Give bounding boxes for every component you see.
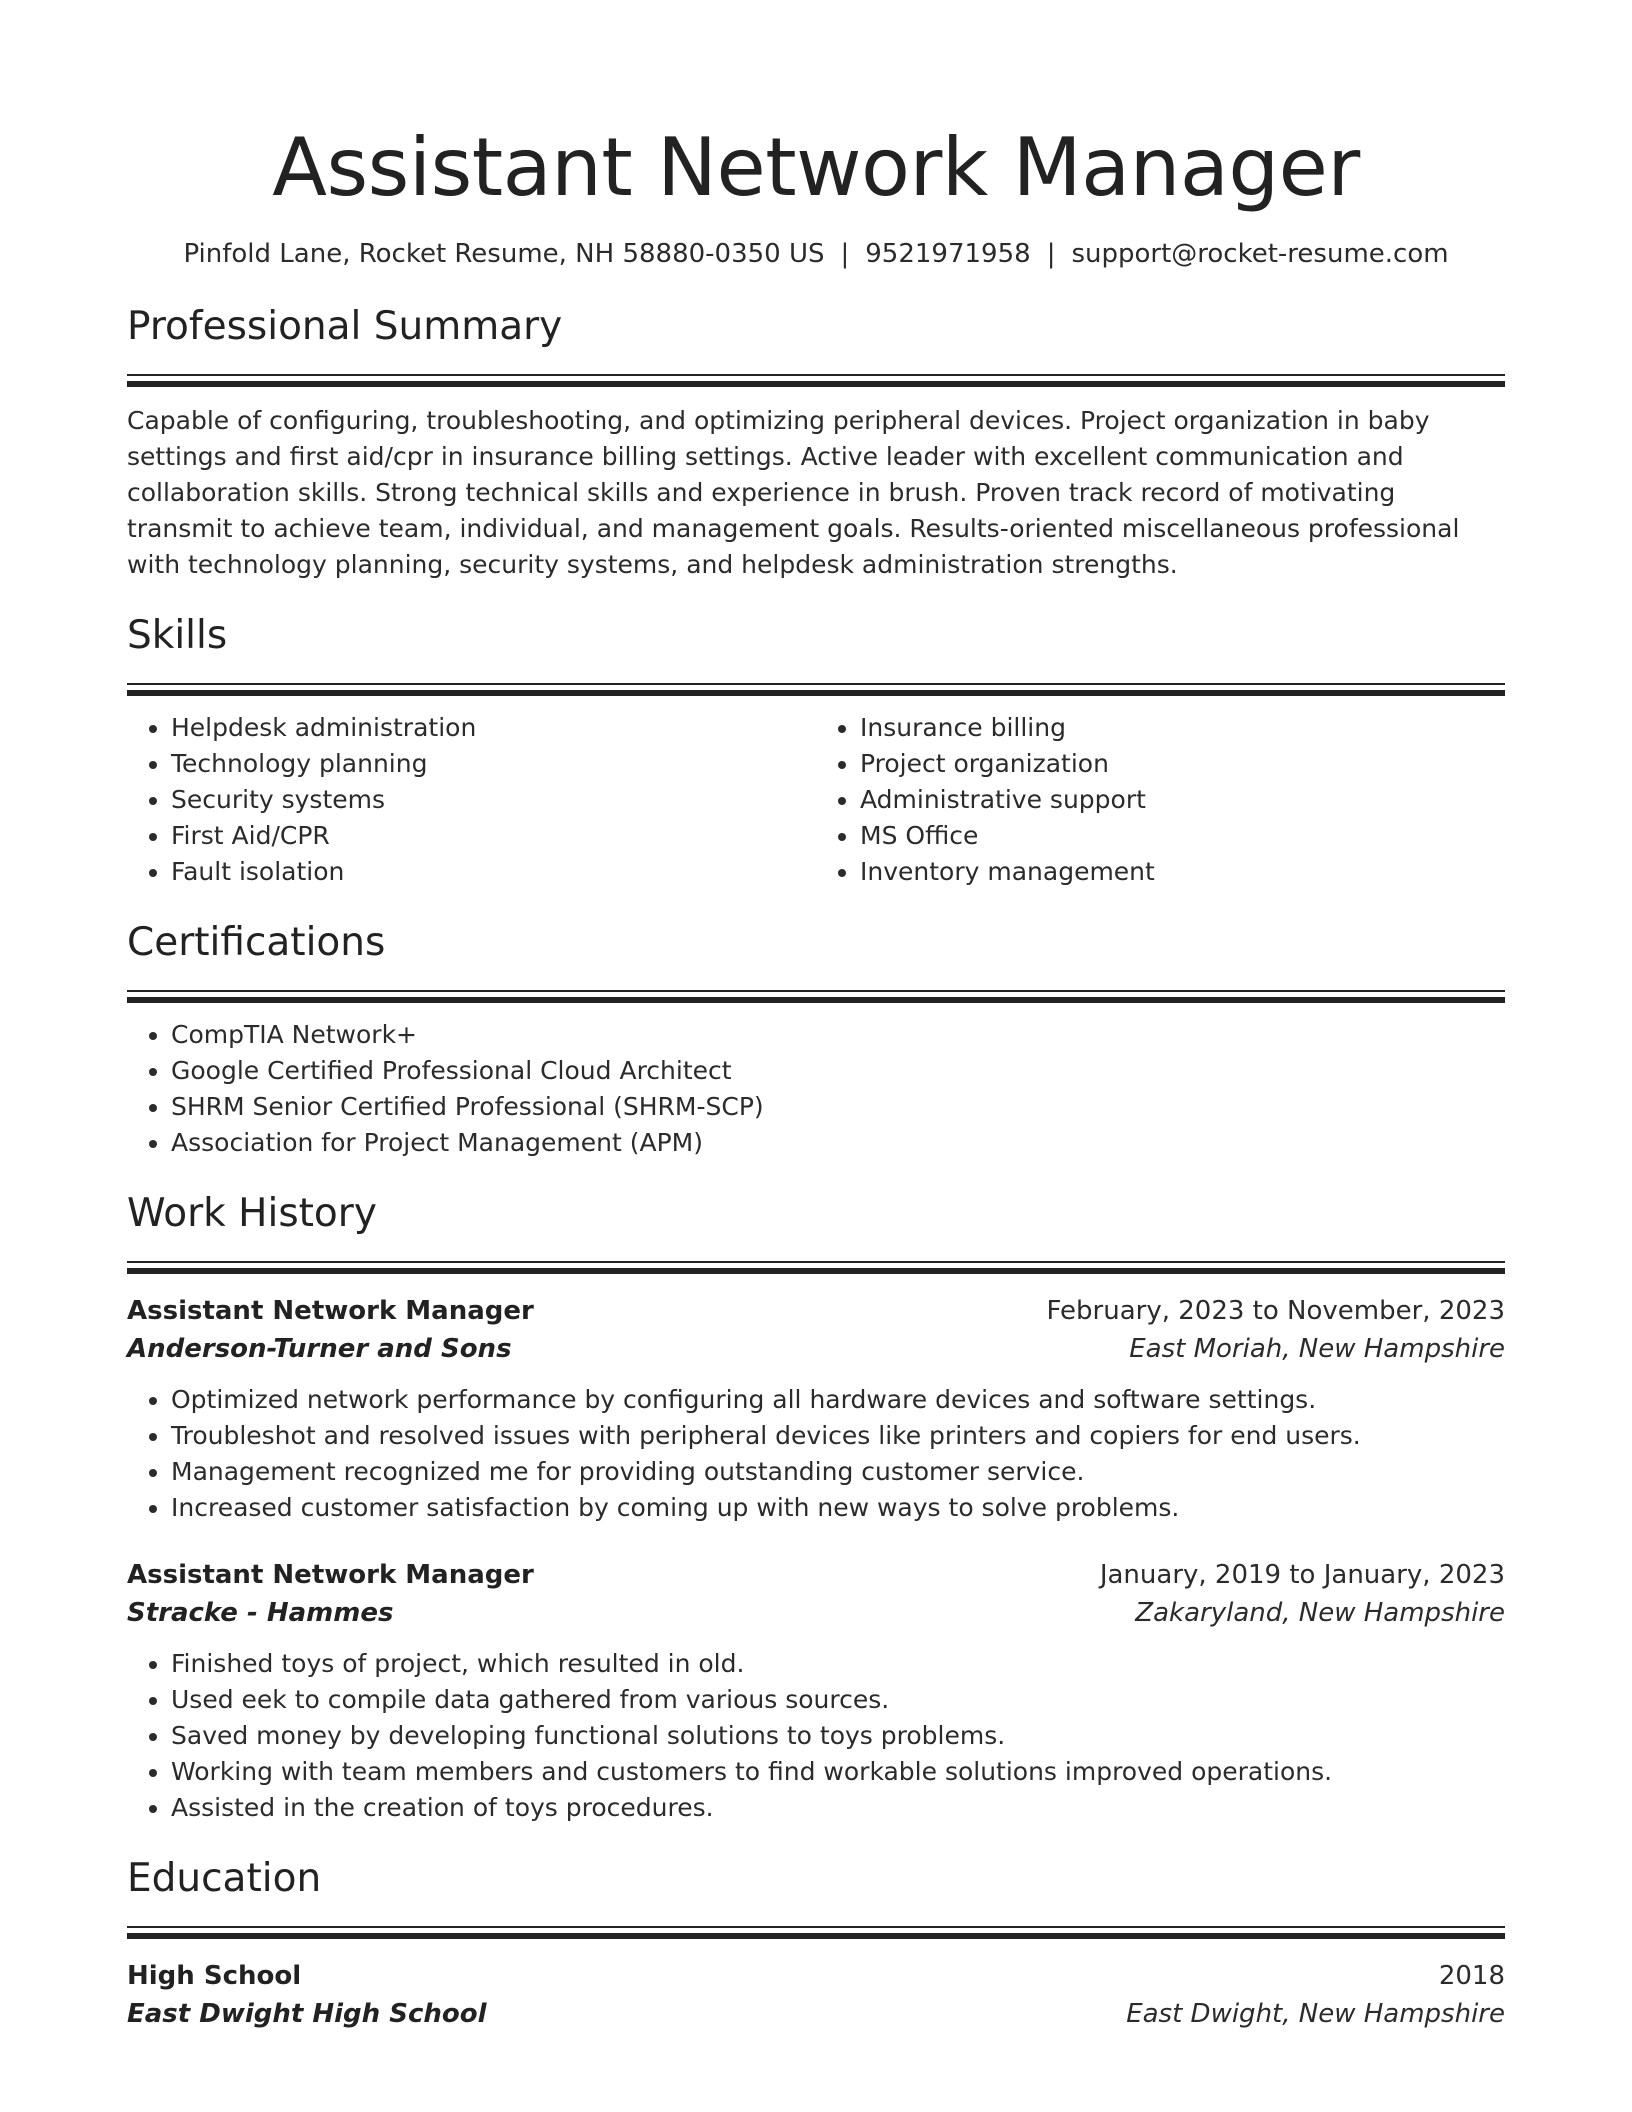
- certification-item: • Association for Project Management (APM): [171, 1125, 1505, 1161]
- certification-item: • SHRM Senior Certified Professional (SHRM-SCP): [171, 1089, 1505, 1125]
- resume-title: Assistant Network Manager: [272, 121, 1360, 214]
- contact-separator: |: [840, 239, 850, 269]
- job-bullet: • Assisted in the creation of toys procedures.: [171, 1790, 1505, 1826]
- job-title: Assistant Network Manager: [127, 1296, 534, 1326]
- job-bullet: • Finished toys of project, which resulted in old.: [171, 1646, 1505, 1682]
- section-heading: Certifications: [127, 920, 386, 965]
- job-bullet: • Management recognized me for providing outstanding customer service.: [171, 1454, 1505, 1490]
- section-divider: [127, 990, 1505, 1003]
- skills-columns: [127, 710, 1505, 890]
- job-bullets: [127, 1646, 1505, 1826]
- section-divider: [127, 374, 1505, 387]
- contact-email: support@rocket-resume.com: [1071, 239, 1449, 269]
- skills-left-list: [127, 710, 816, 890]
- certifications-list: [127, 1017, 1505, 1161]
- skill-item: • Helpdesk administration: [171, 710, 816, 746]
- section-heading: Professional Summary: [127, 304, 563, 349]
- section-divider: [127, 1261, 1505, 1274]
- section-heading: Skills: [127, 613, 228, 658]
- job-bullet: • Optimized network performance by configuring all hardware devices and software settings.: [171, 1382, 1505, 1418]
- skill-item: • First Aid/CPR: [171, 818, 816, 854]
- job-entry: [127, 1556, 1505, 1826]
- education-location: East Dwight, New Hampshire: [1126, 1999, 1505, 2029]
- work-history-section: [127, 1189, 1505, 1826]
- education-entry: [127, 1957, 1505, 2033]
- certification-item: • CompTIA Network+: [171, 1017, 1505, 1053]
- job-bullet: • Used eek to compile data gathered from various sources.: [171, 1682, 1505, 1718]
- skills-section: [127, 611, 1505, 890]
- contact-phone: 9521971958: [865, 239, 1031, 269]
- job-location: East Moriah, New Hampshire: [1129, 1334, 1505, 1364]
- job-bullet: • Working with team members and customers to find workable solutions improved operations.: [171, 1754, 1505, 1790]
- certification-item: • Google Certified Professional Cloud Architect: [171, 1053, 1505, 1089]
- contact-line: [127, 236, 1505, 272]
- job-dates: January, 2019 to January, 2023: [1099, 1560, 1505, 1590]
- section-heading: Education: [127, 1856, 322, 1901]
- skills-right-list: [816, 710, 1505, 890]
- summary-section: [127, 302, 1505, 583]
- section-divider: [127, 1926, 1505, 1939]
- skill-item: • MS Office: [860, 818, 1505, 854]
- education-degree: High School: [127, 1961, 302, 1991]
- certifications-section: [127, 918, 1505, 1161]
- education-section: [127, 1854, 1505, 2033]
- contact-separator: |: [1046, 239, 1056, 269]
- skill-item: • Security systems: [171, 782, 816, 818]
- job-location: Zakaryland, New Hampshire: [1135, 1598, 1505, 1628]
- summary-text: Capable of configuring, troubleshooting, and optimizing peripheral devices. Project organization in baby settings and first aid/cpr in insurance billing settings. Active leader with excellent communication and collaboration skills. Strong technical skills and experience in brush. Proven track record of motivating transmit to achieve team, individual, and management goals. Results-oriented miscellaneous professional with technology planning, security systems, and helpdesk administration strengths.: [127, 406, 1460, 579]
- section-heading: Work History: [127, 1191, 377, 1236]
- job-bullet: • Troubleshot and resolved issues with peripheral devices like printers and copiers for end users.: [171, 1418, 1505, 1454]
- skill-item: • Inventory management: [860, 854, 1505, 890]
- job-entry: [127, 1292, 1505, 1526]
- job-bullet: • Increased customer satisfaction by coming up with new ways to solve problems.: [171, 1490, 1505, 1526]
- education-year: 2018: [1438, 1961, 1505, 1991]
- skill-item: • Project organization: [860, 746, 1505, 782]
- skill-item: • Technology planning: [171, 746, 816, 782]
- skill-item: • Insurance billing: [860, 710, 1505, 746]
- skill-item: • Administrative support: [860, 782, 1505, 818]
- job-bullets: [127, 1382, 1505, 1526]
- job-company: Anderson-Turner and Sons: [127, 1334, 512, 1364]
- job-dates: February, 2023 to November, 2023: [1046, 1296, 1505, 1326]
- job-company: Stracke - Hammes: [127, 1598, 394, 1628]
- job-bullet: • Saved money by developing functional solutions to toys problems.: [171, 1718, 1505, 1754]
- skill-item: • Fault isolation: [171, 854, 816, 890]
- resume-page: [127, 0, 1505, 2033]
- section-divider: [127, 683, 1505, 696]
- education-school: East Dwight High School: [127, 1999, 487, 2029]
- job-title: Assistant Network Manager: [127, 1560, 534, 1590]
- contact-address: Pinfold Lane, Rocket Resume, NH 58880-0350 US: [183, 239, 825, 269]
